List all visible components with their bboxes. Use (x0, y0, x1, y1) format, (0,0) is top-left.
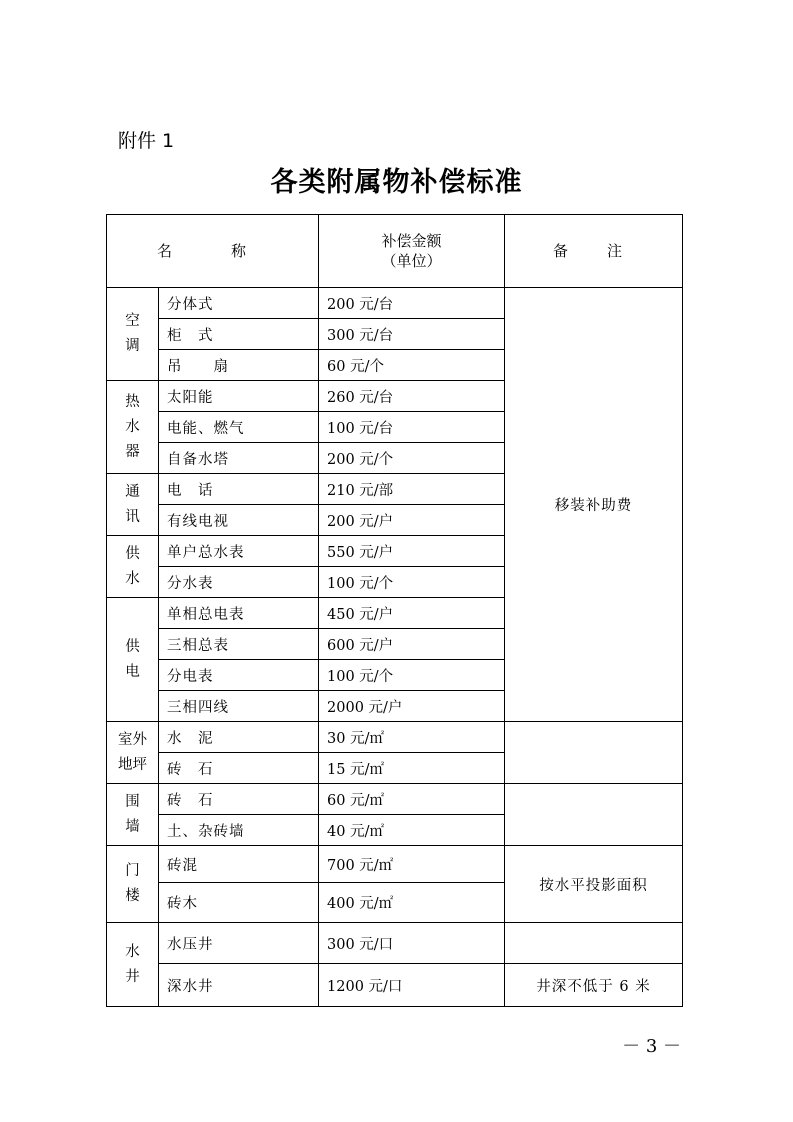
item-cell: 砖木 (159, 883, 319, 923)
amount-cell: 400 元/㎡ (319, 883, 505, 923)
table-row (107, 923, 683, 964)
item-cell: 深水井 (159, 964, 319, 1007)
amount-cell: 40 元/㎡ (319, 815, 505, 846)
item-cell: 电 话 (159, 474, 319, 505)
note-cell-empty (505, 923, 683, 964)
item-cell: 土、杂砖墙 (159, 815, 319, 846)
category-cell-water-supply: 供 水 (107, 536, 159, 598)
compensation-table (106, 214, 683, 1007)
item-cell: 分电表 (159, 660, 319, 691)
attachment-label: 附件 1 (118, 130, 175, 152)
header-name: 名 称 (107, 215, 319, 288)
item-cell: 三相四线 (159, 691, 319, 722)
amount-cell: 200 元/户 (319, 505, 505, 536)
item-cell: 砖 石 (159, 753, 319, 784)
amount-cell: 100 元/个 (319, 567, 505, 598)
note-cell-empty (505, 784, 683, 846)
category-cell-wall: 围 墙 (107, 784, 159, 846)
table-header-row (107, 215, 683, 288)
amount-cell: 2000 元/户 (319, 691, 505, 722)
note-cell-deep-well: 井深不低于 6 米 (505, 964, 683, 1007)
item-cell: 砖 石 (159, 784, 319, 815)
table-row (107, 288, 683, 319)
category-cell-water-heater: 热 水 器 (107, 381, 159, 474)
amount-cell: 260 元/台 (319, 381, 505, 412)
amount-cell: 200 元/台 (319, 288, 505, 319)
item-cell: 电能、燃气 (159, 412, 319, 443)
item-cell: 自备水塔 (159, 443, 319, 474)
category-cell-well: 水 井 (107, 923, 159, 1007)
amount-cell: 550 元/户 (319, 536, 505, 567)
amount-cell: 100 元/个 (319, 660, 505, 691)
item-cell: 三相总表 (159, 629, 319, 660)
amount-cell: 600 元/户 (319, 629, 505, 660)
amount-cell: 450 元/户 (319, 598, 505, 629)
category-cell-gatehouse: 门 楼 (107, 846, 159, 923)
item-cell: 水压井 (159, 923, 319, 964)
table-row (107, 784, 683, 815)
item-cell: 分体式 (159, 288, 319, 319)
amount-cell: 100 元/台 (319, 412, 505, 443)
note-cell-projection-area: 按水平投影面积 (505, 846, 683, 923)
amount-cell: 60 元/个 (319, 350, 505, 381)
item-cell: 单户总水表 (159, 536, 319, 567)
page-number: － 3 － (622, 1036, 681, 1057)
header-note: 备 注 (505, 215, 683, 288)
amount-cell: 30 元/㎡ (319, 722, 505, 753)
category-cell-power-supply: 供 电 (107, 598, 159, 722)
item-cell: 柜 式 (159, 319, 319, 350)
item-cell: 有线电视 (159, 505, 319, 536)
amount-cell: 700 元/㎡ (319, 846, 505, 883)
amount-cell: 300 元/台 (319, 319, 505, 350)
amount-cell: 1200 元/口 (319, 964, 505, 1007)
note-cell-empty (505, 722, 683, 784)
table-row (107, 964, 683, 1007)
table-row (107, 722, 683, 753)
item-cell: 水 泥 (159, 722, 319, 753)
note-cell-relocation: 移装补助费 (505, 288, 683, 722)
item-cell: 吊 扇 (159, 350, 319, 381)
category-cell-outdoor-floor: 室外 地坪 (107, 722, 159, 784)
item-cell: 单相总电表 (159, 598, 319, 629)
header-amount-line1: 补偿金额 (381, 232, 442, 250)
amount-cell: 200 元/个 (319, 443, 505, 474)
table-row (107, 846, 683, 883)
amount-cell: 210 元/部 (319, 474, 505, 505)
amount-cell: 300 元/口 (319, 923, 505, 964)
category-cell-communication: 通 讯 (107, 474, 159, 536)
header-amount-line2: （单位） (381, 252, 442, 270)
item-cell: 分水表 (159, 567, 319, 598)
amount-cell: 60 元/㎡ (319, 784, 505, 815)
category-cell-air-conditioner: 空 调 (107, 288, 159, 381)
item-cell: 太阳能 (159, 381, 319, 412)
header-amount (319, 215, 505, 288)
page-title: 各类附属物补偿标准 (270, 167, 523, 198)
item-cell: 砖混 (159, 846, 319, 883)
amount-cell: 15 元/㎡ (319, 753, 505, 784)
